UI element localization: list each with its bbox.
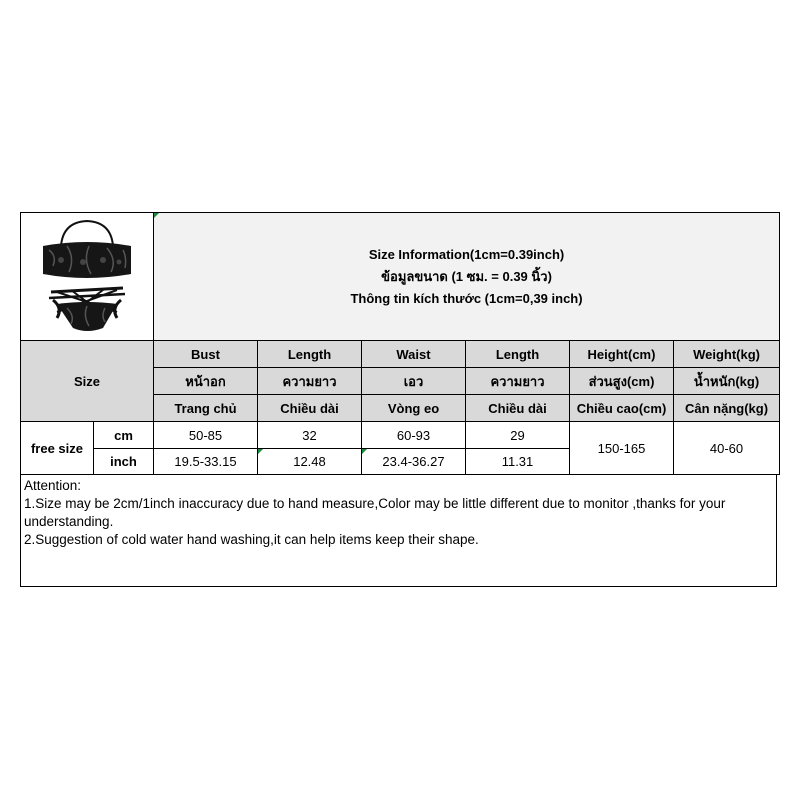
col-header-weight-vi: Cân nặng(kg) [674,395,780,422]
col-header-length-2-thai: ความยาว [466,368,570,395]
product-image [21,213,154,341]
size-table [20,212,780,475]
col-header-length-2-vi: Chiều dài [466,395,570,422]
cm-length-value: 32 [258,422,362,449]
attention-notes [20,475,777,587]
cm-waist-value: 60-93 [362,422,466,449]
size-header: Size [21,341,154,422]
attention-note-1: 1.Size may be 2cm/1inch inaccuracy due to hand measure,Color may be little different due to monitor ,thanks for your understanding. [24,496,726,529]
col-header-bust: Bust [154,341,258,368]
title-thai: ข้อมูลขนาด (1 ซม. = 0.39 นิ้ว) [381,268,552,284]
col-header-length-vi: Chiều dài [258,395,362,422]
col-header-waist: Waist [362,341,466,368]
inch-bust-value: 19.5-33.15 [154,449,258,475]
cm-bust-value: 50-85 [154,422,258,449]
col-header-height-thai: ส่วนสูง(cm) [570,368,674,395]
col-header-length-2: Length [466,341,570,368]
weight-value: 40-60 [674,422,780,475]
col-header-weight-thai: น้ำหนัก(kg) [674,368,780,395]
unit-cm: cm [94,422,154,449]
inch-length-2-value: 11.31 [466,449,570,475]
attention-note-2: 2.Suggestion of cold water hand washing,it can help items keep their shape. [24,532,479,547]
height-value: 150-165 [570,422,674,475]
col-header-height: Height(cm) [570,341,674,368]
col-header-length-thai: ความยาว [258,368,362,395]
cm-length-2-value: 29 [466,422,570,449]
attention-heading: Attention: [24,478,82,493]
unit-inch: inch [94,449,154,475]
title-english: Size Information(1cm=0.39inch) [368,246,565,262]
title-vietnamese: Thông tin kích thước (1cm=0,39 inch) [350,290,583,306]
col-header-waist-vi: Vòng eo [362,395,466,422]
inch-waist-value: 23.4-36.27 [362,449,466,475]
col-header-height-vi: Chiều cao(cm) [570,395,674,422]
size-information-title [154,213,780,341]
col-header-bust-vi: Trang chủ [154,395,258,422]
col-header-length: Length [258,341,362,368]
inch-length-value: 12.48 [258,449,362,475]
size-chart [20,212,779,586]
free-size-label: free size [21,422,94,475]
lace-bikini-set-icon [27,216,147,334]
col-header-waist-thai: เอว [362,368,466,395]
col-header-bust-thai: หน้าอก [154,368,258,395]
col-header-weight: Weight(kg) [674,341,780,368]
